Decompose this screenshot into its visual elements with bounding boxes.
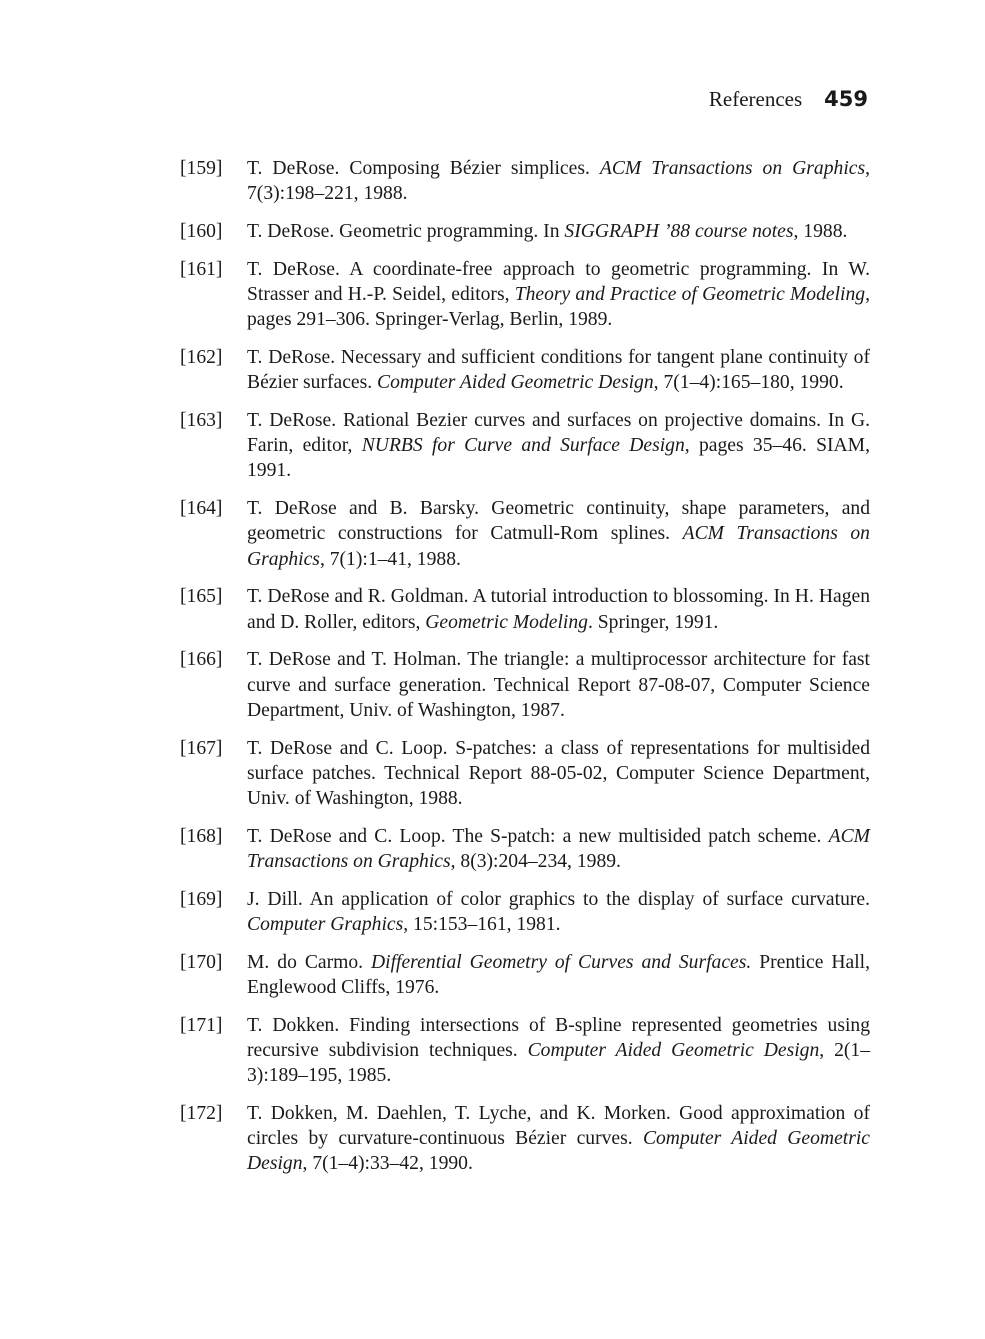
reference-number: [165] xyxy=(180,586,223,608)
reference-text: , pages 35–46. SIAM, 1991. xyxy=(247,435,871,482)
reference-text: , 7(1–4):165–180, 1990. xyxy=(653,372,844,394)
reference-item xyxy=(180,345,870,395)
reference-number: [167] xyxy=(180,737,223,759)
reference-venue: Geometric Modeling xyxy=(425,611,588,633)
reference-text: , 1988. xyxy=(793,221,848,242)
reference-number: [166] xyxy=(180,649,223,671)
reference-number: [164] xyxy=(180,498,223,520)
reference-item xyxy=(180,950,870,1000)
reference-venue: Theory and Practice of Geometric Modeling xyxy=(514,284,866,305)
reference-text: T. DeRose and C. Loop. S-patches: a class of representations for multisided surface patches. Technical Report 88-05-02, Computer Science Department, Univ. of Washington, 1988. xyxy=(247,737,870,810)
reference-number: [161] xyxy=(180,258,223,280)
reference-text: T. DeRose. Composing Bézier simplices. xyxy=(247,158,600,179)
reference-text: T. DeRose. Necessary and sufficient conditions for tangent plane continuity of Bézier surfaces. xyxy=(247,347,870,394)
reference-item xyxy=(180,408,870,484)
reference-text: T. Dokken. Finding intersections of B-spline represented geometries using recursive subdivision techniques. xyxy=(247,1014,870,1062)
reference-number: [160] xyxy=(180,221,223,242)
reference-text: , 7(1):1–41, 1988. xyxy=(319,548,461,570)
reference-item xyxy=(180,824,870,874)
reference-item xyxy=(180,736,870,812)
reference-item xyxy=(180,219,870,244)
reference-number: [172] xyxy=(180,1103,223,1125)
reference-text: . Springer, 1991. xyxy=(587,611,719,633)
reference-text: Prentice Hall, Englewood Cliffs, 1976. xyxy=(247,951,870,999)
reference-venue: ACM Transactions on Graphics xyxy=(247,825,870,873)
reference-item xyxy=(180,1101,870,1177)
reference-venue: Computer Aided Geometric Design xyxy=(377,372,654,394)
reference-venue: ACM Transactions on Graphics xyxy=(247,523,870,570)
reference-venue: Computer Aided Geometric Design xyxy=(247,1128,870,1175)
reference-number: [163] xyxy=(180,410,223,431)
reference-text: , 2(1–3):189–195, 1985. xyxy=(247,1040,870,1087)
reference-text: , 8(3):204–234, 1989. xyxy=(450,851,621,873)
reference-text: , pages 291–306. Springer-Verlag, Berlin, 1989. xyxy=(247,284,870,331)
reference-text: T. DeRose. A coordinate-free approach to geometric programming. In W. Strasser and H.-P. Seidel, editors, xyxy=(247,258,870,305)
reference-text: M. do Carmo. xyxy=(247,951,371,973)
reference-text: , 7(1–4):33–42, 1990. xyxy=(302,1153,473,1175)
reference-text: T. DeRose and R. Goldman. A tutorial introduction to blossoming. In H. Hagen and D. Roller, editors, xyxy=(247,586,870,633)
reference-number: [170] xyxy=(180,951,223,973)
page-number: 459 xyxy=(824,87,868,111)
reference-venue: Computer Aided Geometric Design xyxy=(527,1040,820,1062)
reference-item xyxy=(180,156,870,206)
reference-text: T. Dokken, M. Daehlen, T. Lyche, and K. Morken. Good approximation of circles by curvature-continuous Bézier curves. xyxy=(247,1103,870,1150)
reference-text: T. DeRose. Rational Bezier curves and surfaces on projective domains. In G. Farin, editor, xyxy=(247,410,870,457)
reference-number: [169] xyxy=(180,888,223,910)
running-header xyxy=(709,87,868,112)
reference-text: T. DeRose and C. Loop. The S-patch: a new multisided patch scheme. xyxy=(247,825,829,847)
reference-number: [162] xyxy=(180,347,223,368)
reference-text: T. DeRose. Geometric programming. In xyxy=(247,221,565,242)
reference-text: T. DeRose and T. Holman. The triangle: a multiprocessor architecture for fast curve and surface generation. Technical Report 87-08-07, Computer Science Department, Univ. of Washington, 1987. xyxy=(247,649,870,721)
reference-item xyxy=(180,496,870,572)
reference-venue: Differential Geometry of Curves and Surfaces. xyxy=(371,951,752,973)
reference-text: J. Dill. An application of color graphics to the display of surface curvature. xyxy=(247,888,870,910)
reference-text: T. DeRose and B. Barsky. Geometric continuity, shape parameters, and geometric constructions for Catmull-Rom splines. xyxy=(247,498,870,545)
reference-venue: NURBS for Curve and Surface Design xyxy=(361,435,685,457)
section-title: References xyxy=(708,87,803,111)
reference-item xyxy=(180,584,870,634)
reference-venue: ACM Transactions on Graphics xyxy=(599,158,866,179)
reference-text: , 15:153–161, 1981. xyxy=(403,914,561,936)
reference-item xyxy=(180,887,870,937)
reference-number: [159] xyxy=(180,158,223,179)
reference-number: [168] xyxy=(180,825,223,847)
reference-item xyxy=(180,647,870,723)
reference-venue: SIGGRAPH ’88 course notes xyxy=(564,221,794,242)
reference-number: [171] xyxy=(180,1014,223,1036)
reference-venue: Computer Graphics xyxy=(247,914,404,936)
reference-text: , 7(3):198–221, 1988. xyxy=(247,158,870,205)
reference-item xyxy=(180,257,870,333)
reference-list xyxy=(180,156,870,1189)
reference-item xyxy=(180,1013,870,1089)
